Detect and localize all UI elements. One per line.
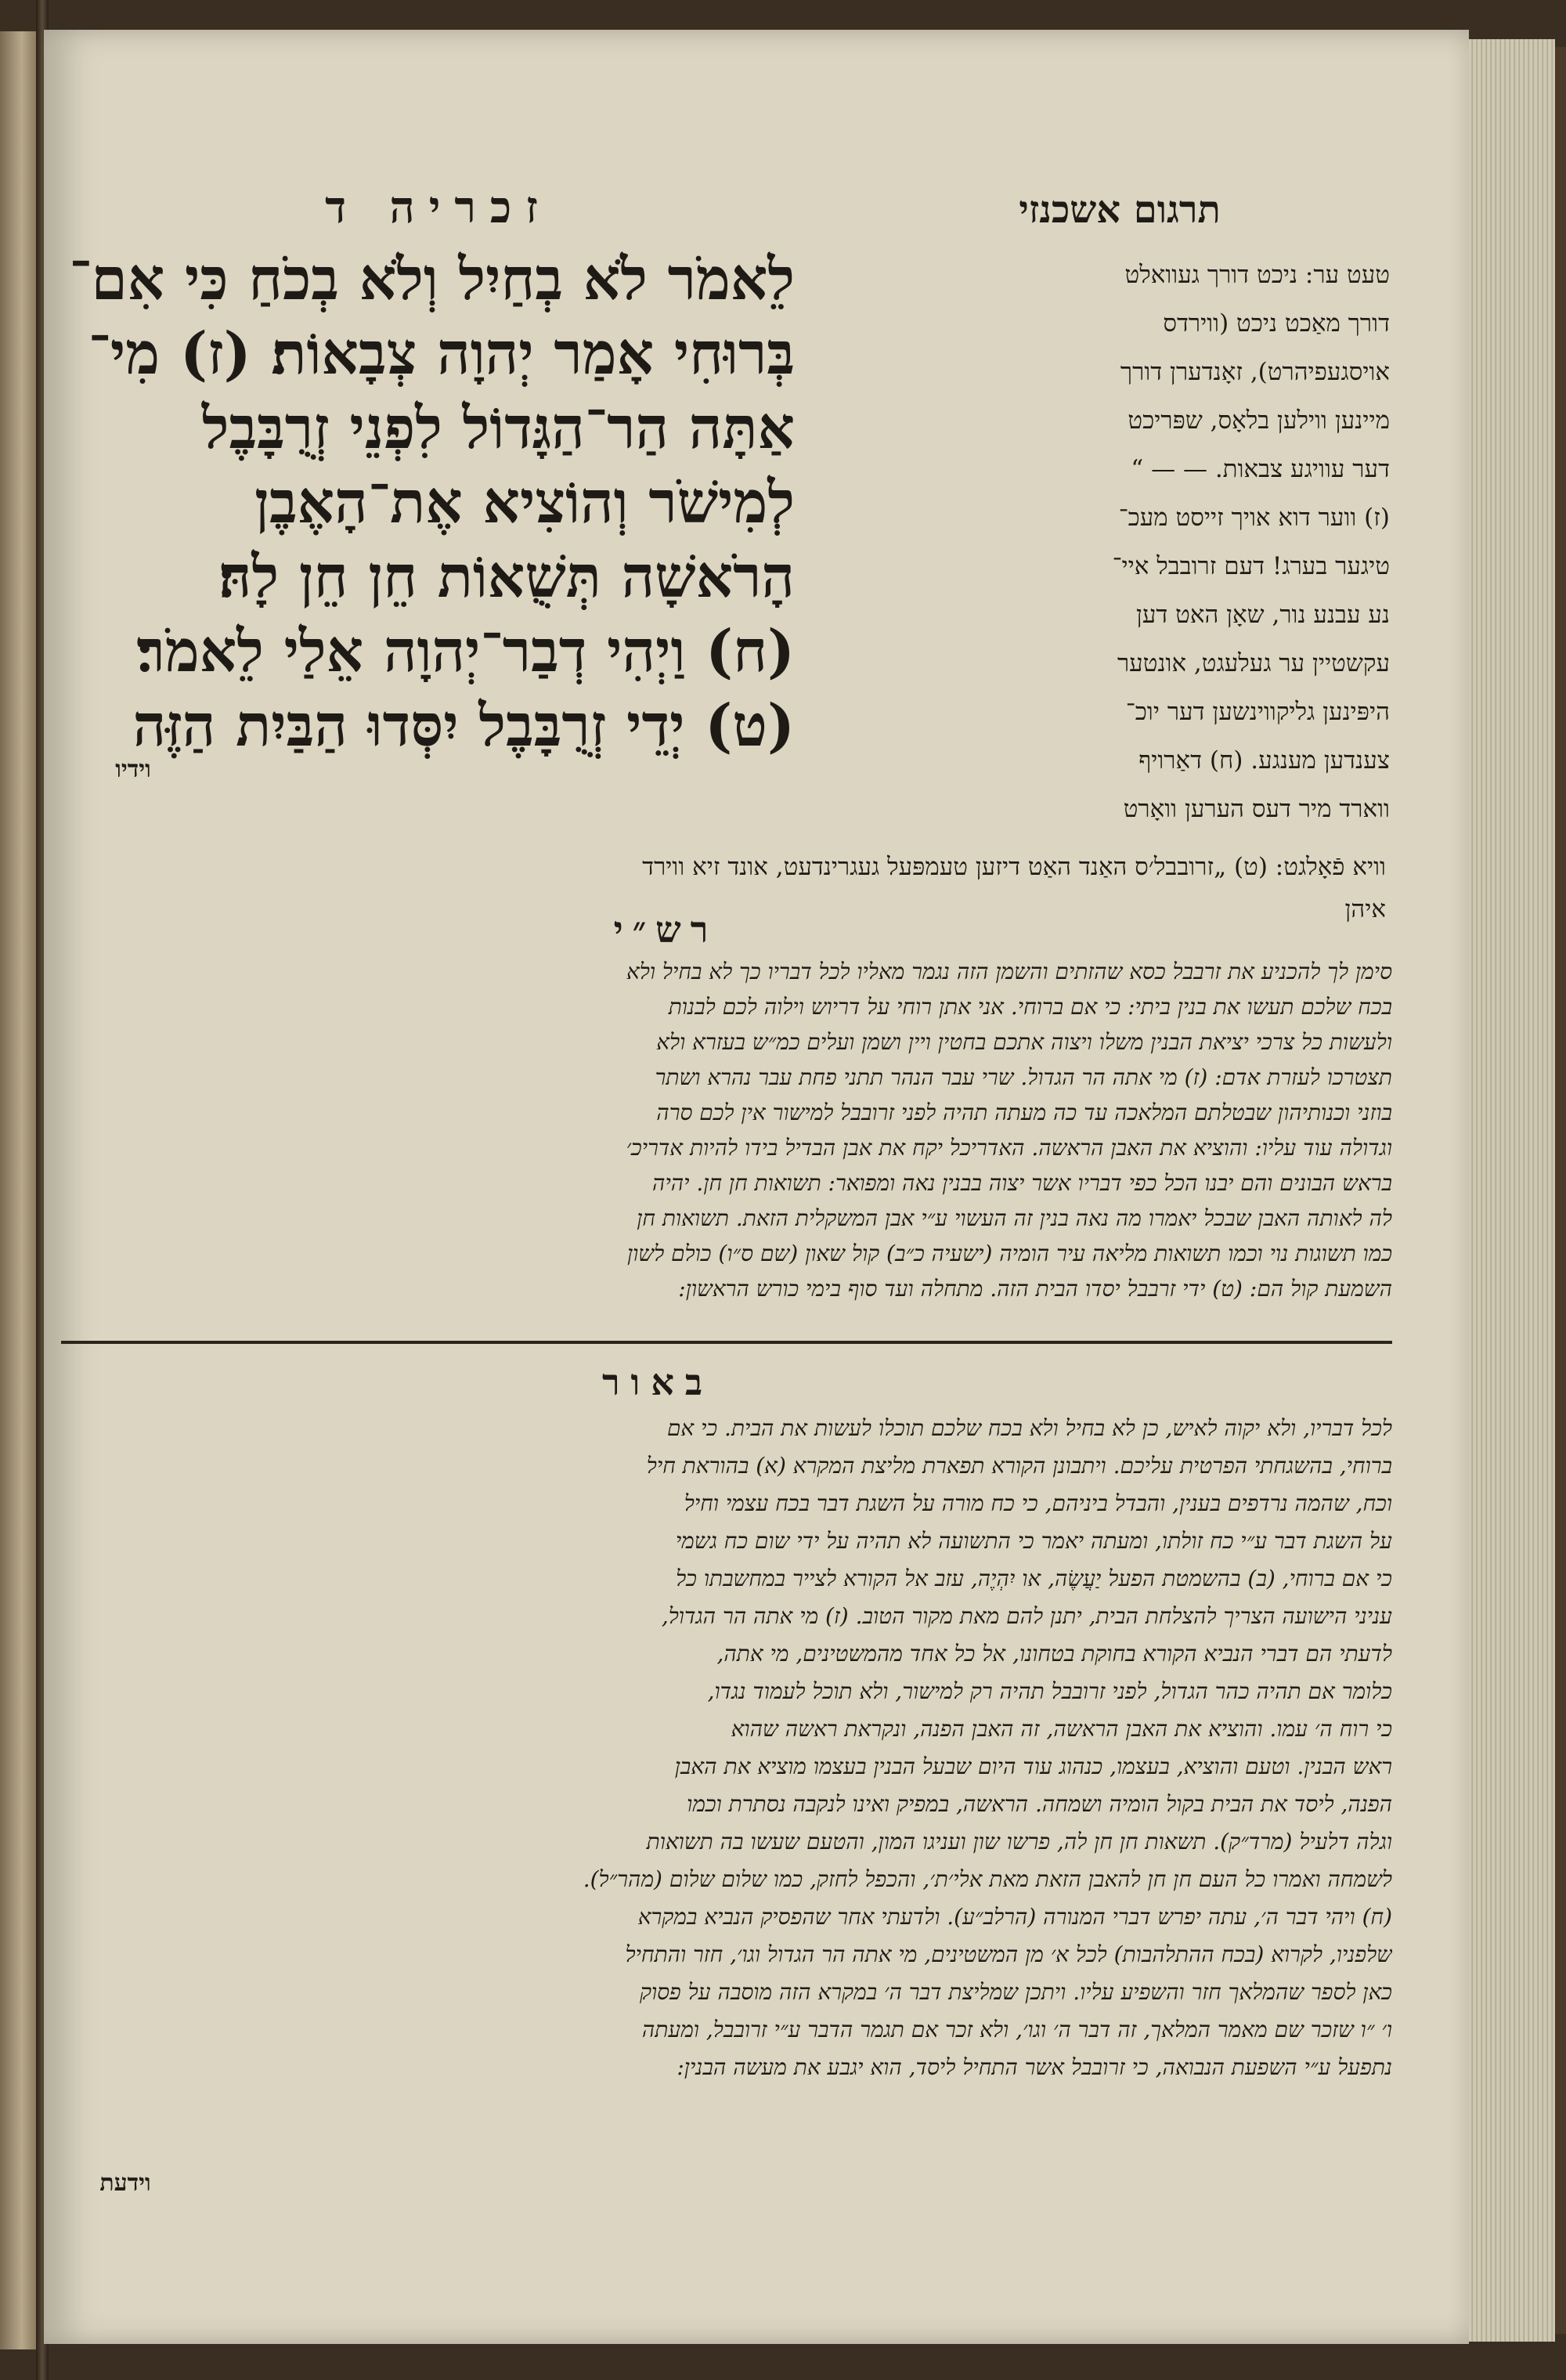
- translation-line: עקשטיין ער געלעגט, אונטער: [1117, 649, 1390, 677]
- rashi-line: ולעשות כל צרכי יציאת הבנין משלו ויצוה אתכם בחטין ויין ושמן ועלים כמ״ש בעזרא ולא: [656, 1029, 1392, 1055]
- biur-commentary: [61, 1410, 1392, 2177]
- biur-line: ו׳ ״ו שזכר שם מאמר המלאך, זה דבר ה׳ וגו׳, ולא זכר אם תגמר הדבר ע״י זרובבל, ומעתה: [641, 2017, 1392, 2042]
- rashi-line: השמעת קול הם: (ט) ידי זרבבל יסדו הבית הזה. מתחלה ועד סוף בימי כורש הראשון:: [678, 1276, 1392, 1302]
- rashi-line: סימן לך להכניע את זרבבל כסא שהזתים והשמן הזה נגמר מאליו לכל דבריו כך לא בחיל ולא: [626, 959, 1392, 984]
- rashi-line: לה לאותה האבן שבכל יאמרו מה נאה בנין זה העשוי ע״י אבן המשקלית הזאת. תשואות חן: [637, 1205, 1392, 1231]
- biur-line: על השגת דבר ע״י כח זולתו, ומעתה יאמר כי התשועה לא תהיה על ידי שום כח גשמי: [675, 1528, 1392, 1554]
- translation-line: דער עוויגע צבאות. — — “: [1131, 455, 1390, 483]
- translation-line: טעט ער: ניכט דורך געוואלט: [1124, 261, 1390, 289]
- rashi-commentary: [61, 954, 1392, 1330]
- scripture-line: לֵאמֹר לֹא בְחַיִל וְלֹא בְכֹחַ כִּי אִם־: [69, 246, 795, 313]
- translation-line: וויא פֿאָלגט: (ט) „זרובבל׳ס האַנד האַט דיזען טעמפּעל געגרינדעט, אונד זיא ווירד: [642, 853, 1386, 881]
- translation-line: דורך מאַכט ניכט (ווירדס: [1163, 309, 1390, 338]
- biur-line: וגלה דלעיל (מרד״ק). תשאות חן חן לה, פרשו שון ועניגו המון, והטעם שעשו בה תשואות: [646, 1829, 1392, 1855]
- scripture-line: בְּרוּחִי אָמַר יְהוָה צְבָאוֹת׃ (ז) מִי־: [88, 320, 795, 388]
- biur-line: לכל דבריו, ולא יקוה לאיש, כן לא בחיל ולא בכח שלכם תוכלו לעשות את הבית. כי אם: [666, 1415, 1392, 1441]
- translation-header: תרגום אשכנזי: [1019, 188, 1221, 232]
- translation-line: ווארד מיר דעס הערען וואָרט: [1123, 795, 1390, 823]
- biur-line: לשמחה ואמרו כל העם חן חן להאבן הזאת מאת אלי׳ת׳, והכפל לחזק, כמו שלום שלום (מהר״ל).: [583, 1866, 1392, 1892]
- rashi-line: בוזני וכנותיהון שבטלתם המלאכה עד כה מעתה תהיה לפני זרובבל למישור אין לכם סרה: [656, 1100, 1392, 1125]
- biur-catchword: וידעת: [99, 2169, 151, 2197]
- biur-line: כאן לספר שהמלאך חזר והשפיע עליו. ויתכן שמליצת דבר ה׳ במקרא הזה מוסבה על פסוק: [639, 1979, 1392, 2005]
- scripture-line: אַתָּה הַר־הַגָּדוֹל לִפְנֵי זְרֻבָּבֶל: [201, 395, 795, 462]
- biur-line: ראש הבנין. וטעם והוציא, בעצמו, כנהוג עוד היום שבעל הבנין בעצמו מוציא את האבן: [674, 1753, 1392, 1779]
- translation-column: [814, 251, 1390, 838]
- book-chapter-header: זכריה ד: [325, 182, 552, 233]
- scripture-line: לְמִישֹׁר וְהוֹצִיא אֶת־הָאֶבֶן: [254, 469, 795, 536]
- rashi-header: רש״י: [613, 908, 718, 951]
- translation-line: איהן: [1344, 895, 1386, 923]
- translation-line: מיינען ווילען בלאָס, שפּריכט: [1128, 406, 1390, 435]
- rashi-line: תצטרכו לעזרת אדם: (ז) מי אתה הר הגדול. שרי עבר הנהר תתני פחת עבר נהרא ושתר: [655, 1064, 1392, 1090]
- section-divider: [61, 1341, 1392, 1344]
- biur-line: ברוחי, בהשגחתי הפרטית עליכם. ויתבונן הקורא תפארת מליצת המקרא (א) בהוראת חיל: [646, 1453, 1392, 1479]
- scripture-line: (ח) וַיְהִי דְבַר־יְהוָה אֵלַי לֵאמֹר׃: [136, 618, 795, 685]
- biur-line: עניני הישועה הצריך להצלחת הבית, יתנן להם מאת מקור הטוב. (ז) מי אתה הר הגדול,: [661, 1603, 1392, 1629]
- translation-line: טיגער בערג! דעם זרובבל איי־: [1112, 552, 1390, 580]
- book-cover-edge: [1555, 47, 1566, 2334]
- rashi-line: בראש הבונים והם יבנו הכל כפי דבריו אשר יצוה בבנין נאה ומפואר: תשואות חן חן. יהיה: [652, 1170, 1392, 1196]
- biur-line: כלומר אם תהיה כהר הגדול, לפני זרובבל תהיה רק למישור, ולא תוכל לעמוד נגדו,: [707, 1678, 1392, 1704]
- scripture-catchword: וידיו: [115, 756, 151, 783]
- biur-line: לדעתי הם דברי הנביא הקורא בחוקת בטחונו, אל כל אחד מהמשטינים, מי אתה,: [716, 1641, 1392, 1667]
- translation-line: אויסגעפיהרט), זאָנדערן דורך: [1120, 358, 1390, 386]
- biur-line: הפנה, ליסד את הבית בקול הומיה ושמחה. הראשה, במפיק ואינו לנקבה נסתרת וכמו: [687, 1791, 1392, 1817]
- page-fore-edge: [1469, 39, 1555, 2342]
- translation-line: נע עבנע נור, שאָן האט דען: [1135, 601, 1390, 629]
- translation-line: היפּינען גליקווינשען דער יוכ־: [1125, 698, 1390, 726]
- scripture-line: הָרֹאשָׁה תְּשֻׁאוֹת חֵן חֵן לָהּ׃: [218, 544, 795, 611]
- biur-line: כי רוח ה׳ עמו. והוציא את האבן הראשה, זה האבן הפנה, ונקראת ראשה שהוא: [731, 1716, 1392, 1742]
- biur-line: (ח) ויהי דבר ה׳, עתה יפרש דברי המנורה (הרלב״ע). ולדעתי אחר שהפסיק הנביא במקרא: [637, 1904, 1392, 1930]
- scripture-line: (ט) יְדֵי זְרֻבָּבֶל יִסְּדוּ הַבַּיִת הַזֶּה: [132, 692, 795, 760]
- rashi-line: בכח שלכם תעשו את בנין ביתי: כי אם ברוחי. אני אתן רוחי על דריוש וילוה לכם לבנות: [668, 994, 1392, 1020]
- translation-line: (ז) ווער דוא אויך זייסט מעכ־: [1118, 504, 1390, 532]
- biur-header: באור: [601, 1361, 714, 1403]
- left-page-edge: [0, 31, 36, 2349]
- biur-line: וכח, שהמה נרדפים בענין, והבדל ביניהם, כי כח מורה על השגת דבר בכח עצמי וחיל: [684, 1490, 1392, 1516]
- translation-line: צענדען מענגע. (ח) דאַרויף: [1138, 746, 1390, 775]
- rashi-line: כמו תשוגות נוי וכמו תשואות מליאה עיר הומיה (ישעיה כ״ב) קול שאון (שם ס״ו) כולם לשון: [626, 1241, 1392, 1266]
- biur-line: כי אם ברוחי, (ב) בהשמטת הפעל יַעֲשֶׂה, או יִהְיֶה, עזב אל הקורא לצייר במחשבתו כל: [676, 1566, 1392, 1591]
- biur-line: נתפעל ע״י השפעת הנבואה, כי זרובבל אשר התחיל ליסד, הוא יגבע את מעשה הבנין:: [677, 2054, 1392, 2080]
- rashi-line: וגדולה עוד עליו: והוציא את האבן הראשה. האדריכל יקח את אבן הבדיל בידו להיות אדריכ׳: [626, 1135, 1392, 1161]
- scripture-text: [63, 243, 795, 760]
- biur-line: שלפניו, לקרוא (בכח ההתלהבות) לכל א׳ מן המשטינים, מי אתה הר הגדול וגו׳, חזר והתחיל: [625, 1941, 1392, 1967]
